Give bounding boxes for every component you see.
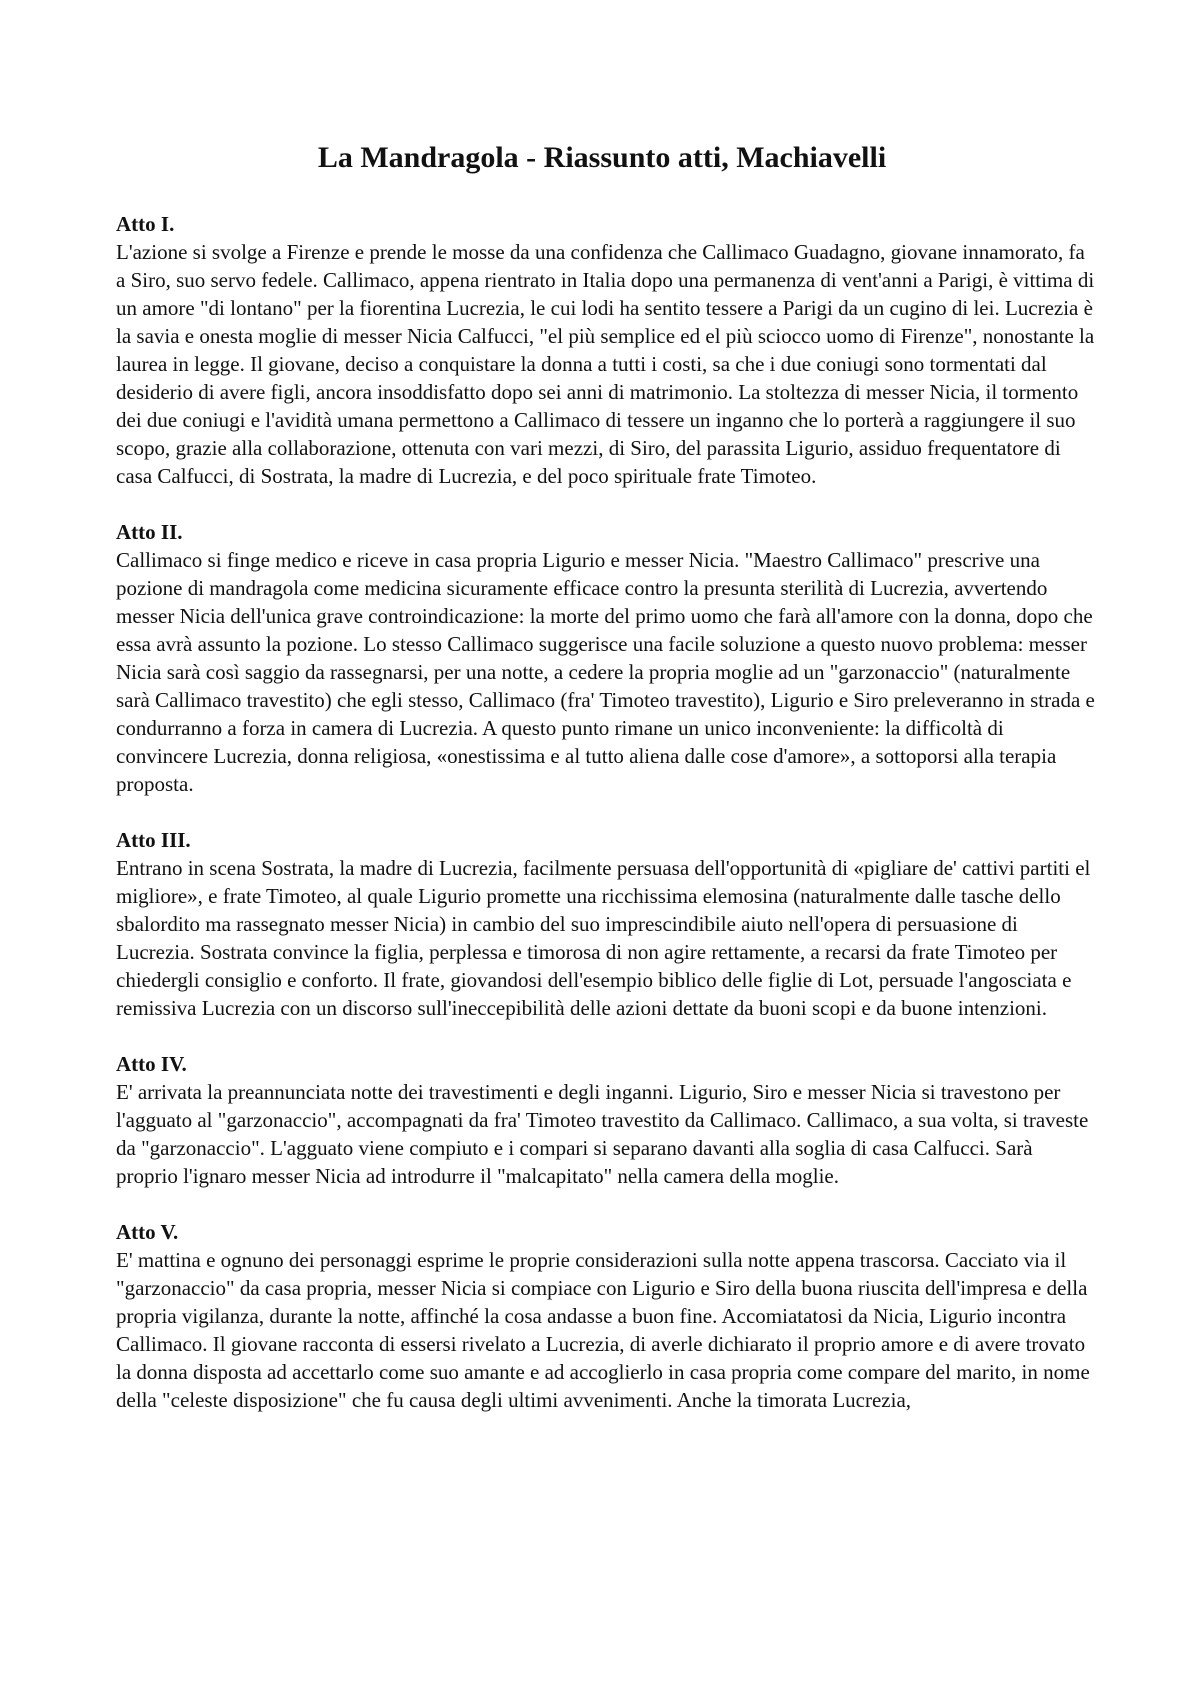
section-body: Entrano in scena Sostrata, la madre di Lucrezia, facilmente persuasa dell'opportunità di «pigliare de' cattivi partiti el migliore», e frate Timoteo, al quale Ligurio promette una ricchissima elemosina (naturalmente dalle tasche dello sbalordito ma rassegnato messer Nicia) in cambio del suo imprescindibile aiuto nell'opera di persuasione di Lucrezia. Sostrata convince la figlia, perplessa e timorosa di non agire rettamente, a recarsi da frate Timoteo per chiedergli consiglio e conforto. Il frate, giovandosi dell'esempio biblico delle figlie di Lot, persuade l'angosciata e remissiva Lucrezia con un discorso sull'ineccepibilità delle azioni dettate da buoni scopi e da buone intenzioni. [116, 856, 1091, 1020]
section-body: E' arrivata la preannunciata notte dei travestimenti e degli inganni. Ligurio, Siro e messer Nicia si travestono per l'agguato al "garzonaccio", accompagnati da fra' Timoteo travestito da Callimaco. Callimaco, a sua volta, si traveste da "garzonaccio". L'agguato viene compiuto e i compari si separano davanti alla soglia di casa Calfucci. Sarà proprio l'ignaro messer Nicia ad introdurre il "malcapitato" nella camera della moglie. [116, 1080, 1089, 1188]
document-title: La Mandragola - Riassunto atti, Machiavelli [317, 141, 887, 174]
document-page [116, 0, 1096, 1414]
section-body: L'azione si svolge a Firenze e prende le mosse da una confidenza che Callimaco Guadagno, giovane innamorato, fa a Siro, suo servo fedele. Callimaco, appena rientrato in Italia dopo una permanenza di vent'anni a Parigi, è vittima di un amore "di lontano" per la fiorentina Lucrezia, le cui lodi ha sentito tessere a Parigi da un cugino di lei. Lucrezia è la savia e onesta moglie di messer Nicia Calfucci, "el più semplice ed el più sciocco uomo di Firenze", nonostante la laurea in legge. Il giovane, deciso a conquistare la donna a tutti i costi, sa che i due coniugi sono tormentati dal desiderio di avere figli, ancora insoddisfatto dopo sei anni di matrimonio. La stoltezza di messer Nicia, il tormento dei due coniugi e l'avidità umana permettono a Callimaco di tessere un inganno che lo porterà a raggiungere il suo scopo, grazie alla collaborazione, ottenuta con vari mezzi, di Siro, del parassita Ligurio, assiduo frequentatore di casa Calfucci, di Sostrata, la madre di Lucrezia, e del poco spirituale frate Timoteo. [116, 240, 1095, 488]
section-heading: Atto III. [116, 828, 191, 852]
section-body: E' mattina e ognuno dei personaggi esprime le proprie considerazioni sulla notte appena trascorsa. Cacciato via il "garzonaccio" da casa propria, messer Nicia si compiace con Ligurio e Siro della buona riuscita dell'impresa e della propria vigilanza, durante la notte, affinché la cosa andasse a buon fine. Accomiatatosi da Nicia, Ligurio incontra Callimaco. Il giovane racconta di essersi rivelato a Lucrezia, di averle dichiarato il proprio amore e di avere trovato la donna disposta ad accettarlo come suo amante e ad accoglierlo in casa propria come compare del marito, in nome della "celeste disposizione" che fu causa degli ultimi avvenimenti. Anche la timorata Lucrezia, [116, 1248, 1090, 1412]
section-atto-5 [116, 1218, 1096, 1414]
section-heading: Atto V. [116, 1220, 179, 1244]
section-heading: Atto I. [116, 212, 175, 236]
section-atto-3 [116, 826, 1096, 1022]
section-atto-2 [116, 518, 1096, 798]
section-heading: Atto IV. [116, 1052, 187, 1076]
section-atto-4 [116, 1050, 1096, 1190]
section-heading: Atto II. [116, 520, 183, 544]
section-body: Callimaco si finge medico e riceve in casa propria Ligurio e messer Nicia. "Maestro Callimaco" prescrive una pozione di mandragola come medicina sicuramente efficace contro la presunta sterilità di Lucrezia, avvertendo messer Nicia dell'unica grave controindicazione: la morte del primo uomo che farà all'amore con la donna, dopo che essa avrà assunto la pozione. Lo stesso Callimaco suggerisce una facile soluzione a questo nuovo problema: messer Nicia sarà così saggio da rassegnarsi, per una notte, a cedere la propria moglie ad un "garzonaccio" (naturalmente sarà Callimaco travestito) che egli stesso, Callimaco (fra' Timoteo travestito), Ligurio e Siro preleveranno in strada e condurranno a forza in camera di Lucrezia. A questo punto rimane un unico inconveniente: la difficoltà di convincere Lucrezia, donna religiosa, «onestissima e al tutto aliena dalle cose d'amore», a sottoporsi alla terapia proposta. [116, 548, 1095, 796]
section-atto-1 [116, 210, 1096, 490]
